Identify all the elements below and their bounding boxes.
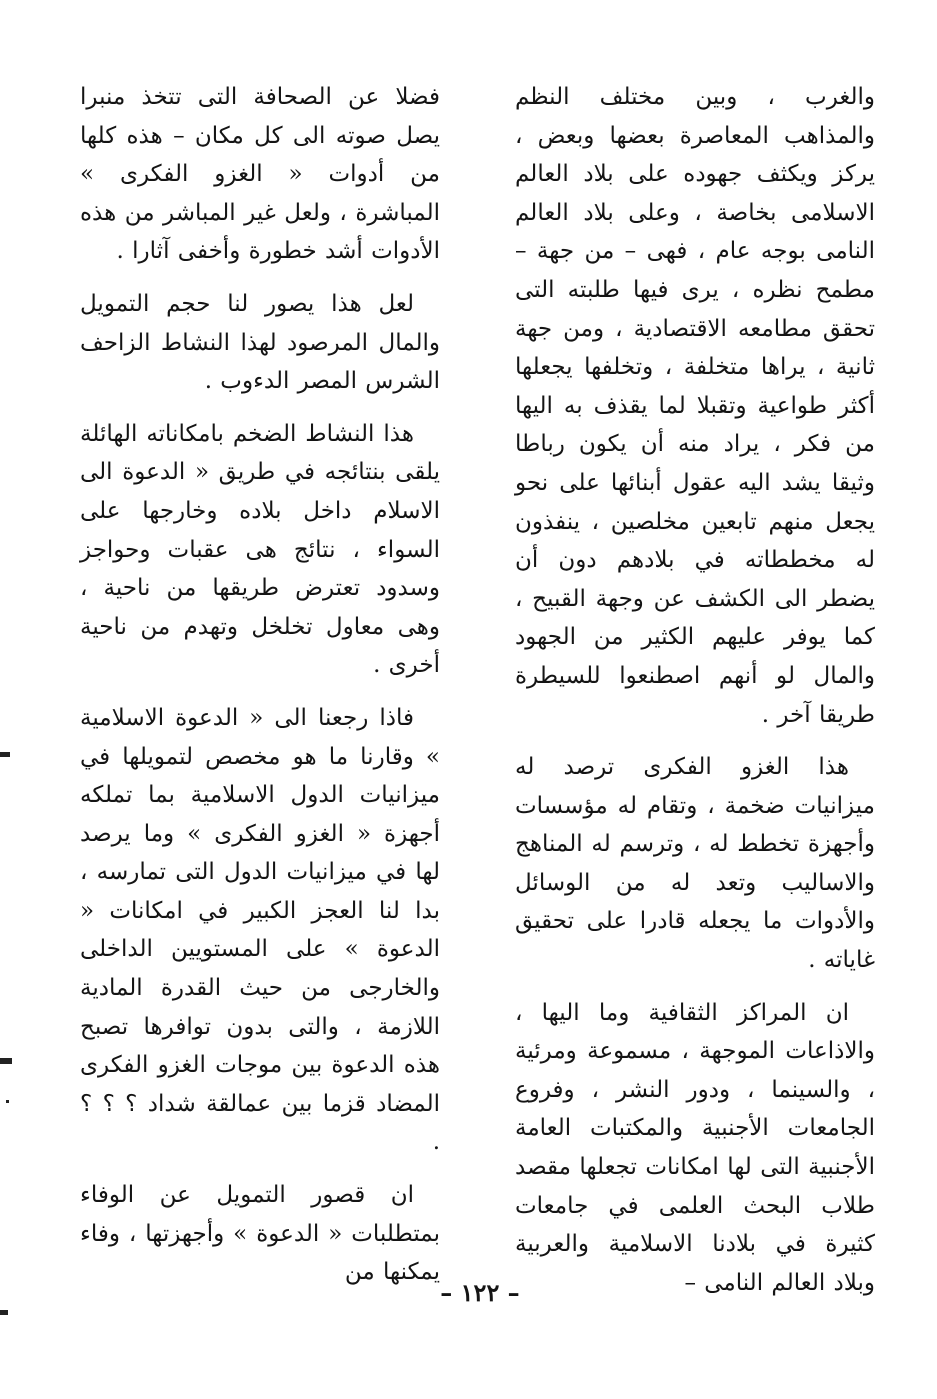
paragraph: لعل هذا يصور لنا حجم التمويل والمال المرصود لهذا النشاط الزاحف الشرس المصر الدءوب . [80, 290, 440, 395]
paragraph: ان المراكز الثقافية وما اليها ، والاذاعات الموجهة ، مسموعة ومرئية ، والسينما ، ودور النشر ، وفروع الجامعات الأجنبية والمكتبات العامة الأجنبية التى لها امكانات تجعلها مقصد طلاب البحث العلمى في جامعات كثيرة في بلادنا الاسلامية والعربية وبلاد العالم النامى – [515, 999, 875, 1296]
left-text-column [80, 78, 440, 1306]
paragraph: فضلا عن الصحافة التى تتخذ منبرا يصل صوته الى كل مكان – هذه كلها من أدوات « الغزو الفكرى » المباشرة ، ولعل غير المباشر من هذه الأدوات أشد خطورة وأخفى آثارا . [80, 84, 440, 265]
paragraph: ان قصور التمويل عن الوفاء بمتطلبات « الدعوة » وأجهزتها ، وفاء يمكنها من [80, 1182, 440, 1286]
scan-mark [0, 752, 10, 757]
page-number: – ١٢٢ – [440, 1278, 520, 1307]
paragraph: والغرب ، وبين مختلف النظم والمذاهب المعاصرة بعضها وبعض ، يركز ويكثف جهوده على بلاد العالم الاسلامى بخاصة ، وعلى بلاد العالم النامى بوجه عام ، فهى – من جهة – مطمح نظره ، يرى فيها طلبته التى تحقق مطامعه الاقتصادية ، ومن جهة ثانية ، يراها متخلفة ، وتخلفها يجعلها أكثر طواعية وتقبلا لما يقذف به اليها من فكر ، يراد منه أن يكون رباطا وثيقا يشد اليه عقول أبنائها على نحو يجعل منهم تابعين مخلصين ، ينفذون له مخططاته في بلادهم دون أن يضطر الى الكشف عن وجهة القبيح ، كما يوفر عليهم الكثير من الجهود والمال لو أنهم اصطنعوا للسيطرة طريقا آخر . [515, 84, 875, 728]
scan-mark [0, 1310, 8, 1315]
paragraph: هذا الغزو الفكرى ترصد له ميزانيات ضخمة ، وتقام له مؤسسات وأجهزة تخطط له ، وترسم له المناهج والاساليب وتعد له من الوسائل والأدوات ما يجعله قادرا على تحقيق غاياته . [515, 754, 875, 974]
paragraph: فاذا رجعنا الى « الدعوة الاسلامية » وقارنا ما هو مخصص لتمويلها في ميزانيات الدول الاسلامية بما تملكه أجهزة « الغزو الفكرى » وما يرصد لها في ميزانيات الدول التى تمارسه ، بدا لنا العجز الكبير في امكانات « الدعوة » على المستويين الداخلى والخارجى من حيث القدرة المادية اللازمة ، والتى بدون توافرها تصبح هذه الدعوة بين موجات الغزو الفكرى المضاد قزما بين عمالقة شداد ؟ ؟ ؟ . [80, 704, 440, 1156]
right-text-column [515, 78, 875, 1316]
paragraph: هذا النشاط الضخم بامكاناته الهائلة يلقى بنتائجه في طريق « الدعوة الى الاسلام داخل بلاده وخارجها على السواء ، نتائج هى عقبات وحواجز وسدود تعترض طريقها من ناحية ، وهى معاول تخلخل وتهدم من ناحية أخرى . [80, 420, 440, 679]
scan-mark [6, 1100, 9, 1103]
scan-mark [0, 1058, 12, 1064]
